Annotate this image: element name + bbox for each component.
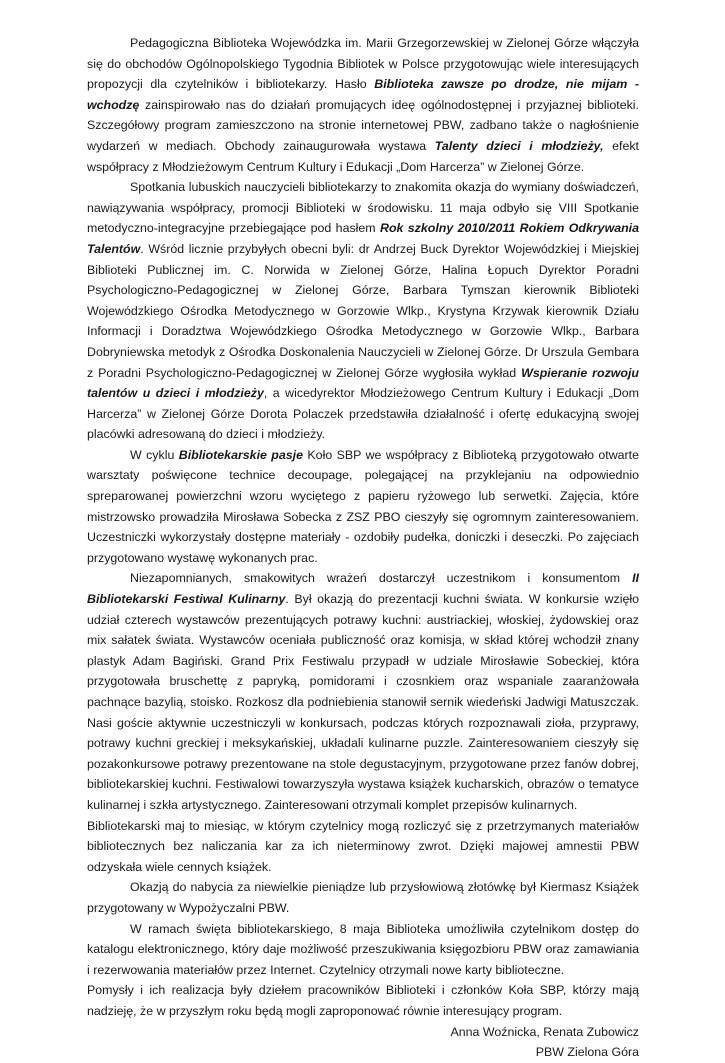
emphasis-text: Bibliotekarskie pasje — [178, 447, 303, 462]
text-run: . Wśród licznie przybyłych obecni byli: dr Andrzej Buck Dyrektor Wojewódzkiej i Miejskiej Biblioteki Publicznej im. C. Norwida w Zielonej Górze, Halina Łopuch Dyrektor Poradni Psychologiczno-Pedagogicznej w Zielonej Górze, Barbara Tymszan kierownik Biblioteki Wojewódzkiego Ośrodka Metodycznego w Gorzowie Wlkp., Krystyna Krzywak kierownik Działu Informacji i Doradztwa Wojewódzkiego Ośrodka Metodycznego w Gorzowie Wlkp., Barbara Dobryniewska metodyk z Ośrodka Doskonalenia Nauczycieli w Zielonej Górze. Dr Urszula Gembara z Poradni Psychologiczno-Pedagogicznej w Zielonej Górze wygłosiła wykład — [87, 241, 639, 380]
emphasis-text: Rok szkolny 2010/2011 Rokiem Odkrywania Talentów — [87, 221, 639, 256]
signature-authors: Anna Woźnicka, Renata Zubowicz — [450, 1024, 639, 1039]
text-run: W ramach święta bibliotekarskiego, 8 maja Biblioteka umożliwiła czytelnikom dostęp do katalogu elektronicznego, który daje możliwość przeszukiwania księgozbioru PBW oraz zamawiania i rezerwowania materiałów przez Internet. Czytelnicy otrzymali nowe karty biblioteczne. — [87, 921, 639, 977]
text-run: zainspirowało nas do działań promujących ideę ogólnodostępnej i przyjaznej biblioteki. Szczegółowy program zamieszczono na stronie internetowej PBW, zadbano także o nagłośnienie wydarzeń w mediach. Obchody zainaugurowała wystawa — [87, 97, 639, 153]
paragraph — [87, 816, 639, 878]
text-run: efekt współpracy z Młodzieżowym Centrum Kultury i Edukacji „Dom Harcerza” w Zielonej Górze. — [87, 138, 639, 174]
text-run: Niezapomnianych, smakowitych wrażeń dostarczył uczestnikom i konsumentom — [130, 571, 633, 586]
text-run: Koło SBP we współpracy z Biblioteką przygotowało otwarte warsztaty poświęcone technice decoupage, polegającej na przyklejaniu na odpowiednio spreparowanej powierzchni wzoru wyciętego z papieru ryżowego lub serwetki. Zajęcia, które mistrzowsko prowadziła Mirosława Sobecka z ZSZ PBO cieszyły się ogromnym zainteresowaniem. Uczestniczki wykorzystały dostępne materiały - ozdobiły pudełka, doniczki i deseczki. Po zajęciach przygotowano wystawę wykonanych prac. — [87, 447, 640, 565]
emphasis-text: II Bibliotekarski Festiwal Kulinarny — [87, 571, 639, 607]
paragraph — [87, 445, 639, 569]
emphasis-text: Wspieranie rozwoju talentów u dzieci i młodzieży — [87, 365, 639, 401]
text-run: Pedagogiczna Biblioteka Wojewódzka im. Marii Grzegorzewskiej w Zielonej Górze włączyła się do obchodów Ogólnopolskiego Tygodnia Bibliotek w Polsce przygotowując wiele interesujących propozycji dla czytelników i bibliotekarzy. Hasło — [87, 36, 639, 92]
signature-institution: PBW Zielona Góra — [535, 1045, 639, 1060]
paragraph — [87, 33, 639, 177]
document-page — [87, 33, 639, 1063]
text-run: Pomysły i ich realizacja były dziełem pracowników Biblioteki i członków Koła SBP, którzy mają nadzieję, że w przyszłym roku będą mogli zaproponować równie interesujący program. — [87, 983, 639, 1018]
text-run: Bibliotekarski maj to miesiąc, w którym czytelnicy mogą rozliczyć się z przetrzymanych materiałów bibliotecznych bez naliczania kar za ich nieterminowy zwrot. Dzięki majowej amnestii PBW odzyskała wiele cennych książek. — [87, 818, 639, 874]
article-body — [87, 33, 639, 1022]
text-run: Spotkania lubuskich nauczycieli bibliotekarzy to znakomita okazja do wymiany doświadczeń, nawiązywania współpracy, promocji Biblioteki w środowisku. 11 maja odbyło się VIII Spotkanie metodyczno-integracyjne przebiegające pod hasłem — [87, 180, 639, 236]
paragraph — [87, 877, 639, 918]
emphasis-text: Talenty dzieci i młodzieży, — [434, 138, 604, 153]
paragraph — [87, 980, 639, 1021]
text-run: , a wicedyrektor Młodzieżowego Centrum Kultury i Edukacji „Dom Harcerza” w Zielonej Górze Dorota Polaczek przedstawiła działalność i ofertę edukacyjną swojej placówki adresowaną do dzieci i młodzieży. — [87, 386, 639, 442]
paragraph — [87, 919, 639, 981]
text-run: . Był okazją do prezentacji kuchni świata. W konkursie wzięło udział czterech wystawców prezentujących potrawy kuchni: austriackiej, włoskiej, żydowskiej oraz mix sałatek świata. Wystawców oceniała publiczność oraz komisja, w skład której wchodził znany plastyk Adam Bagiński. Grand Prix Festiwalu przypadł w udziale Mirosławie Sobeckiej, która przygotowała bruschettę z papryką, pomidorami i czosnkiem oraz wspaniale zaaranżowała pachnące bazylią, stoisko. Rozkosz dla podniebienia stanowił sernik wiedeński Jadwigi Matuszczak. Nasi goście aktywnie uczestniczyli w konkursach, podczas których rozpoznawali zioła, przyprawy, potrawy kuchni greckiej i meksykańskiej, układali kulinarne puzzle. Zainteresowaniem cieszyły się pozakonkursowe potrawy prezentowane na stole degustacyjnym, przygotowane przez fanów dobrej, bibliotekarskiej kuchni. Festiwalowi towarzyszyła wystawa książek kucharskich, obrazów o tematyce kulinarnej i szkła artystycznego. Zainteresowani otrzymali komplet przepisów kulinarnych. — [87, 592, 639, 812]
text-run: Okazją do nabycia za niewielkie pieniądze lub przysłowiową złotówkę był Kiermasz Książek przygotowany w Wypożyczalni PBW. — [87, 880, 639, 915]
paragraph — [87, 177, 639, 445]
paragraph — [87, 568, 639, 815]
text-run: W cyklu — [130, 447, 179, 462]
emphasis-text: Biblioteka zawsze po drodze, nie mijam - wchodzę — [87, 77, 639, 112]
